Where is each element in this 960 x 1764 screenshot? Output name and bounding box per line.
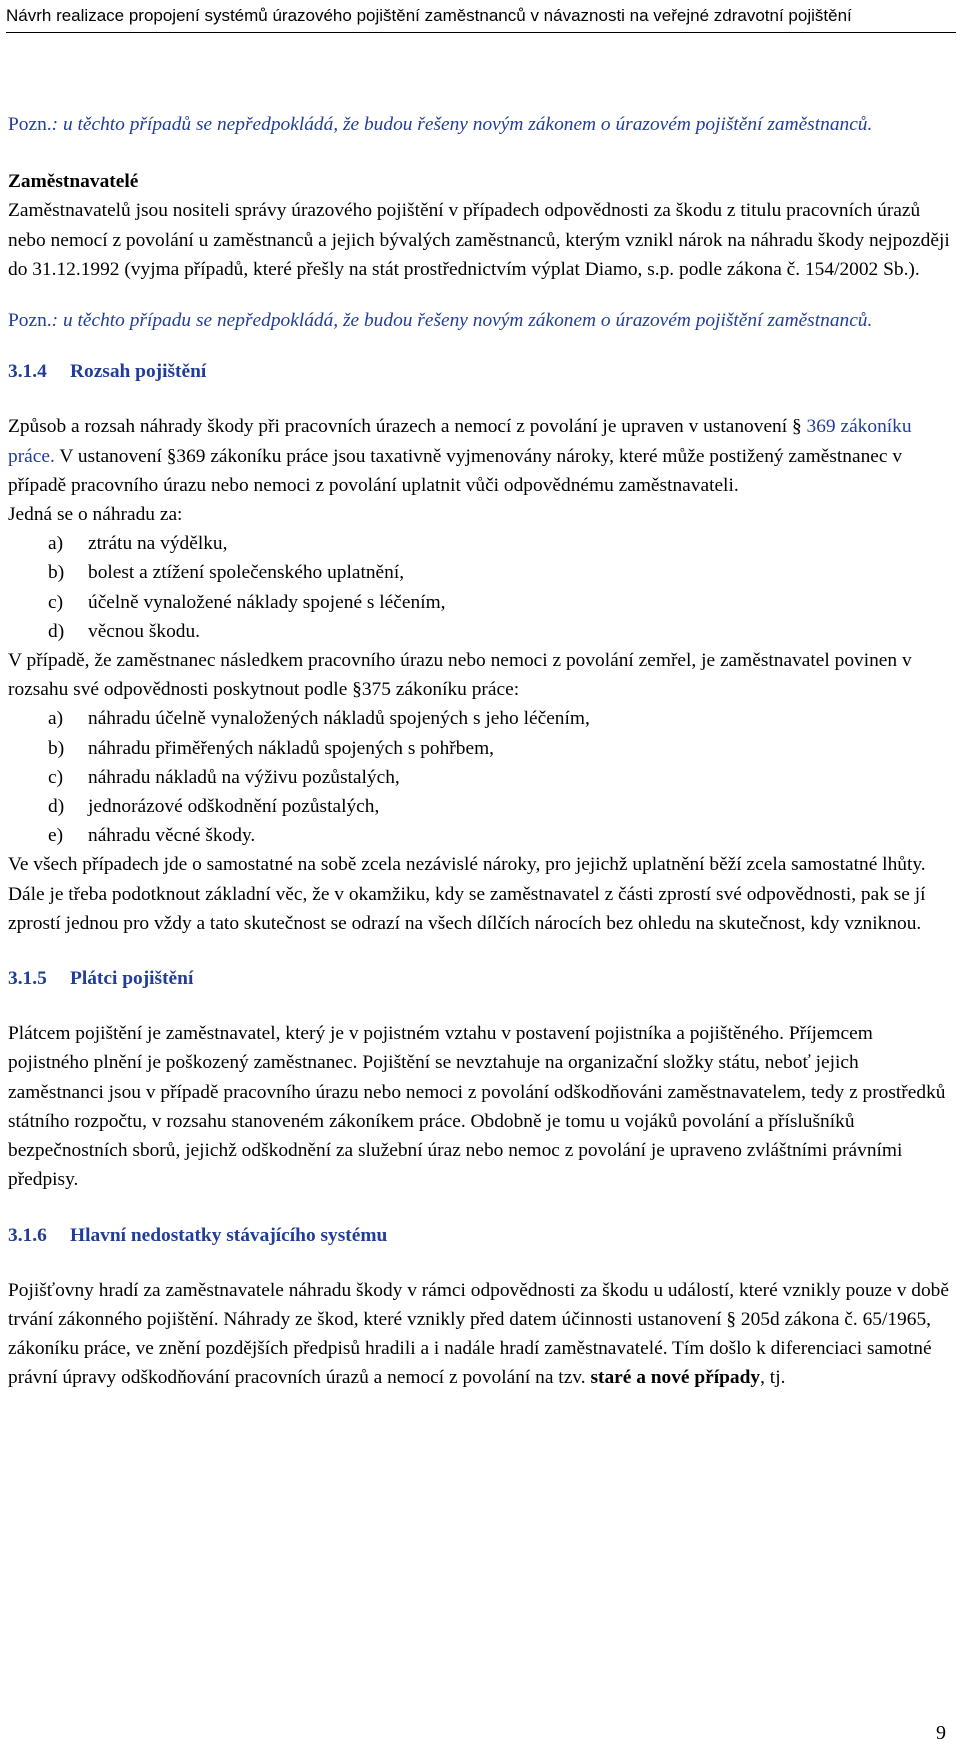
section-3-1-4-heading — [8, 357, 952, 386]
section-3-1-4-paragraph-1 — [8, 412, 952, 500]
text-run: 205d zákona č. 65/1965, zákoníku práce, ve znění pozdějších předpisů hradili a i nadále hradí zaměstnavatelé. Tím došlo k diferenciaci samotné právní úpravy odškodňování pracovních úrazů a nemocí z povolání na tzv. — [8, 1308, 932, 1389]
text-run: V ustanovení — [54, 445, 167, 467]
list-item — [8, 617, 952, 646]
list-1-intro: Jedná se o náhradu za: — [8, 504, 183, 526]
section-3-1-4-paragraph-2 — [8, 646, 952, 704]
list-marker: b) — [48, 562, 65, 584]
list-marker: b) — [48, 737, 65, 759]
section-symbol: § — [726, 1308, 737, 1330]
note-1-text: : u těchto případů se nepředpokládá, že budou řešeny novým zákonem o úrazovém pojištění zaměstnanců. — [51, 114, 873, 135]
section-3-1-5-heading — [8, 964, 952, 993]
list-text: účelně vynaložené náklady spojené s léčením, — [88, 591, 446, 613]
note-1 — [8, 110, 952, 139]
list-text: náhradu nákladů na výživu pozůstalých, — [88, 766, 400, 788]
section-symbol: § — [791, 416, 802, 438]
text-run: , tj. — [760, 1367, 786, 1389]
list-item — [8, 763, 952, 792]
section-number: 3.1.6 — [8, 1224, 47, 1246]
list-text: jednorázové odškodnění pozůstalých, — [88, 796, 380, 818]
list-marker: c) — [48, 766, 64, 788]
text-run: Pojišťovny hradí za zaměstnavatele náhradu škody v rámci odpovědnosti za škodu u událostí, které vznikly pouze v době trvání zákonného pojištění. Náhrady ze škod, které vznikly před datem účinnosti ustanovení — [8, 1279, 949, 1330]
section-number: 3.1.5 — [8, 968, 47, 990]
list-text: věcnou škodu. — [88, 620, 201, 642]
list-text: náhradu účelně vynaložených nákladů spojených s jeho léčením, — [88, 708, 590, 730]
running-header: Návrh realizace propojení systémů úrazového pojištění zaměstnanců v návaznosti na veřejné zdravotní pojištění — [6, 6, 852, 25]
list-item — [8, 558, 952, 587]
list-item — [8, 734, 952, 763]
employers-paragraph: Zaměstnavatelů jsou nositeli správy úrazového pojištění v případech odpovědnosti za škodu z titulu pracovních úrazů nebo nemocí z povolání u zaměstnanců a jejich bývalých zaměstnanců, kterým vznikl nárok na náhradu škody nejpozději do 31.12.1992 (vyjma případů, které přešly na stát prostřednictvím výplat Diamo, s.p. podle zákona č. 154/2002 Sb.). — [8, 200, 950, 280]
list-marker: a) — [48, 533, 64, 555]
list-marker: d) — [48, 620, 65, 642]
emphasis-text: staré a nové případy — [590, 1367, 761, 1389]
header-rule — [6, 32, 956, 33]
list-text: náhradu přiměřených nákladů spojených s pohřbem, — [88, 737, 495, 759]
death-claims-list — [8, 704, 952, 850]
list-item — [8, 529, 952, 558]
page-number: 9 — [936, 1722, 946, 1744]
list-marker: a) — [48, 708, 64, 730]
section-number: 3.1.4 — [8, 361, 47, 383]
text-run: Způsob a rozsah náhrady škody při pracovních úrazech a nemocí z povolání je upraven v ustanovení — [8, 416, 792, 438]
list-item — [8, 588, 952, 617]
section-title: Rozsah pojištění — [70, 361, 207, 383]
list-item — [8, 792, 952, 821]
list-text: náhradu věcné škody. — [88, 825, 256, 847]
note-1-label: Pozn. — [8, 114, 52, 135]
list-item — [8, 704, 952, 733]
section-3-1-4-paragraph-3: Ve všech případech jde o samostatné na sobě zcela nezávislé nároky, pro jejichž uplatnění běží zcela samostatné lhůty. — [8, 854, 926, 876]
note-2-label: Pozn. — [8, 310, 52, 332]
text-run: 369 zákoníku práce. — [8, 416, 912, 467]
section-3-1-4-paragraph-4: Dále je třeba podotknout základní věc, že v okamžiku, kdy se zaměstnavatel z části zprostí své odpovědnosti, pak se jí zprostí jednou pro vždy a tato skutečnost se odrazí na všech dílčích nárocích bez ohledu na skutečnost, kdy vzniknou. — [8, 883, 926, 934]
text-run: 375 zákoníku práce: — [361, 679, 520, 701]
list-marker: d) — [48, 796, 65, 818]
employers-heading: Zaměstnavatelé — [8, 171, 139, 193]
section-symbol: § — [166, 445, 177, 467]
page-body — [8, 110, 952, 1393]
list-item — [8, 821, 952, 850]
claims-list — [8, 529, 952, 646]
text-run: 369 zákoníku práce jsou taxativně vyjmenovány nároky, které může postižený zaměstnanec v případě pracovního úrazu nebo nemoci z povolání uplatnit vůči odpovědnému zaměstnavateli. — [8, 445, 903, 496]
note-2-text: : u těchto případu se nepředpokládá, že budou řešeny novým zákonem o úrazovém pojištění zaměstnanců. — [51, 310, 873, 332]
list-text: bolest a ztížení společenského uplatnění, — [88, 562, 405, 584]
text-run: V případě, že zaměstnanec následkem pracovního úrazu nebo nemoci z povolání zemřel, je zaměstnavatel povinen v rozsahu své odpovědnosti poskytnout podle — [8, 650, 912, 701]
section-3-1-5-paragraph-1: Plátcem pojištění je zaměstnavatel, který je v pojistném vztahu v postavení pojistníka a pojištěného. Příjemcem pojistného plnění je poškozený zaměstnanec. Pojištění se nevztahuje na organizační složky státu, neboť jejich zaměstnanci jsou v případě pracovního úrazu nebo nemoci z povolání odškodňováni zaměstnavatelem, tedy z prostředků státního rozpočtu, v rozsahu stanoveném zákoníkem práce. Obdobně je tomu u vojáků povolání a příslušníků bezpečnostních sborů, jejichž odškodnění za služební úraz nebo nemoc z povolání je upraveno zvláštními právními předpisy. — [8, 1023, 946, 1191]
list-text: ztrátu na výdělku, — [88, 533, 228, 555]
section-title: Hlavní nedostatky stávajícího systému — [70, 1224, 388, 1246]
section-3-1-6-paragraph-1 — [8, 1276, 952, 1393]
section-3-1-6-heading — [8, 1221, 952, 1250]
section-symbol: § — [352, 679, 362, 701]
list-marker: e) — [48, 825, 64, 847]
list-marker: c) — [48, 591, 64, 613]
note-2 — [8, 306, 952, 335]
section-title: Plátci pojištění — [70, 968, 194, 990]
